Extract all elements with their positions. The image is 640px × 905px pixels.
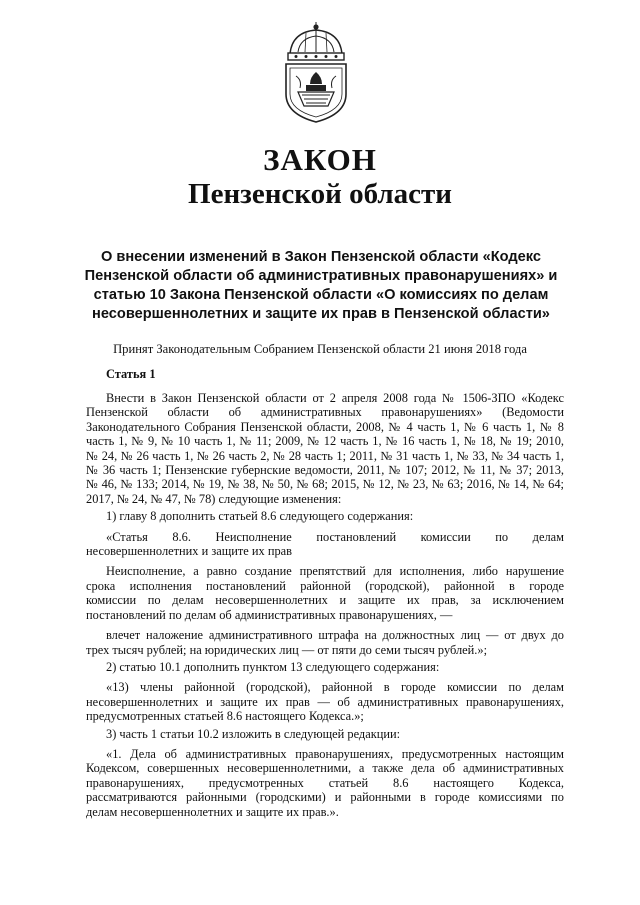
- text-line: № 24, № 26 часть 1, № 26 часть 2, № 28 часть 1; 2011, № 31 часть 1, № 33, № 34 часть 1,: [86, 448, 564, 463]
- text-line: комиссии по делам несовершеннолетних и защите их прав, за исключением: [86, 593, 564, 608]
- text-line: № 46, № 133; 2014, № 19, № 38, № 50, № 68; 2015, № 12, № 23, № 63; 2016, № 14, № 64;: [86, 477, 564, 492]
- text-line: трех тысяч рублей; на юридических лиц — от пяти до семи тысяч рублей.»;: [86, 642, 488, 657]
- paragraph-article-8-6-heading: [86, 530, 564, 559]
- paragraph-intro: [86, 391, 564, 506]
- subject-line: несовершеннолетних и защите их прав в Пензенской области»: [92, 306, 550, 322]
- text-line: Законодательного Собрания Пензенской области, 2008, № 4 часть 1, № 6 часть 1, № 8: [86, 419, 564, 434]
- text-line: 2017, № 24, № 47, № 78) следующие изменения:: [86, 491, 342, 506]
- text-line: Внести в Закон Пензенской области от 2 апреля 2008 года № 1506-ЗПО «Кодекс: [106, 391, 564, 405]
- text-line: Пензенской области об административных правонарушениях» (Ведомости: [86, 405, 564, 420]
- text-line: Кодексом, совершенных несовершеннолетними, а также дела об административных: [86, 761, 564, 776]
- subject-line: статью 10 Закона Пензенской области «О комиссиях по делам: [93, 287, 549, 303]
- text-line: Неисполнение, а равно создание препятствий для исполнения, либо нарушение: [106, 564, 564, 579]
- document-subtitle: Пензенской области: [188, 178, 452, 210]
- text-line: несовершеннолетних и защите их прав: [86, 544, 293, 559]
- law-subject: [58, 248, 584, 324]
- text-line: делам несовершеннолетних и защите их прав.».: [86, 804, 339, 819]
- text-line: влечет наложение административного штрафа на должностных лиц — от двух до: [106, 628, 564, 643]
- adoption-note: Принят Законодательным Собранием Пензенской области 21 июня 2018 года: [113, 342, 527, 356]
- paragraph-item-3-text: [86, 747, 564, 819]
- document-title: ЗАКОН: [263, 142, 377, 177]
- text-line: часть 1, № 9, № 10 часть 1, № 11; 2009, № 12 часть 1, № 16 часть 1, № 18, № 19; 2010,: [86, 434, 564, 449]
- article-heading: Статья 1: [106, 367, 156, 381]
- coat-of-arms-icon: [276, 22, 356, 126]
- text-line: «1. Дела об административных правонарушениях, предусмотренных настоящим: [106, 746, 564, 761]
- text-line: «Статья 8.6. Неисполнение постановлений комиссии по делам: [106, 529, 564, 544]
- paragraph-item-2: [86, 660, 564, 674]
- paragraph-article-8-6-text: [86, 564, 564, 622]
- text-line: «13) члены районной (городской), районной в городе комиссии по делам: [106, 680, 564, 695]
- subject-line: О внесении изменений в Закон Пензенской области «Кодекс: [100, 249, 542, 265]
- text-line: № 36 часть 1; Пензенские губернские ведомости, 2011, № 107; 2012, № 11, № 37; 2013,: [86, 463, 564, 478]
- text-line: 2) статью 10.1 дополнить пунктом 13 следующего содержания:: [106, 659, 440, 674]
- paragraph-item-1: [86, 509, 564, 523]
- text-line: срока исполнения постановлений районной (городской), районной в городе: [86, 578, 564, 593]
- text-line: предусмотренных статьей 8.6 настоящего Кодекса.»;: [86, 709, 364, 724]
- document-body: [86, 367, 564, 819]
- text-line: рассматриваются районными (городскими) и районными в городе комиссиями по: [86, 790, 564, 805]
- paragraph-item-2-text: [86, 680, 564, 723]
- text-line: несовершеннолетних и защите их прав — об административных правонарушениях,: [86, 694, 564, 709]
- text-line: постановлений по делам об административных правонарушениях, —: [86, 607, 453, 622]
- text-line: правонарушениях, предусмотренных статьей 8.6 настоящего Кодекса,: [86, 775, 564, 790]
- paragraph-item-3: [86, 727, 564, 741]
- text-line: 1) главу 8 дополнить статьей 8.6 следующего содержания:: [106, 509, 414, 524]
- subject-line: Пензенской области об административных правонарушениях» и: [84, 268, 558, 284]
- paragraph-article-8-6-penalty: [86, 628, 564, 657]
- text-line: 3) часть 1 статьи 10.2 изложить в следующей редакции:: [106, 726, 401, 741]
